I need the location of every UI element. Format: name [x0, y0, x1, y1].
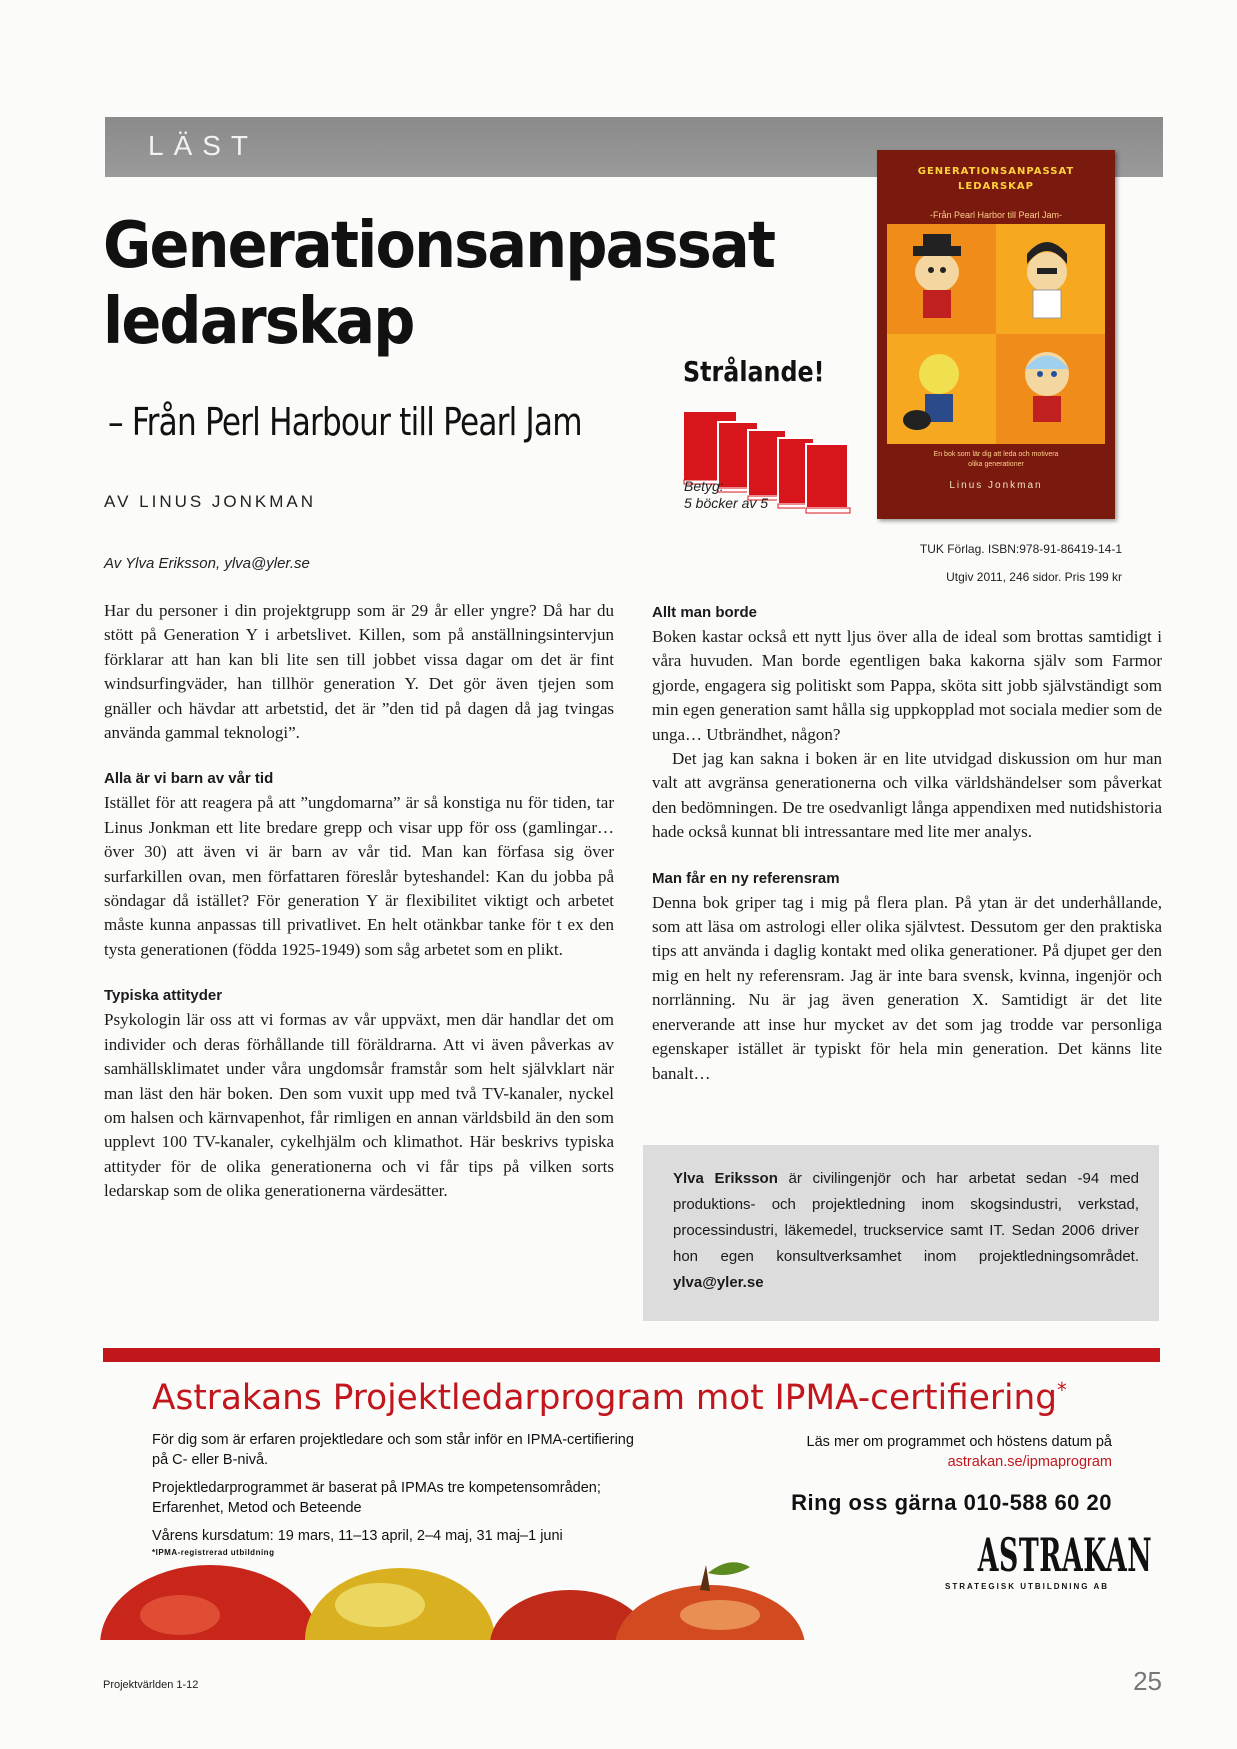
cover-tagline	[877, 450, 1115, 470]
ad-headline	[152, 1378, 1067, 1418]
paragraph-sakna: Det jag kan sakna i boken är en lite utvidgad diskussion om hur man valt att avgränsa generationerna och vilka världshändelser som påverkat den bedömningen. De tre osedvanligt långa appendixen med nutidshistoria hade också kunnat bli intressantare med lite mer analys.	[652, 749, 1162, 842]
article-title	[103, 208, 774, 360]
paragraph-ny-referensram: Denna bok griper tag i mig på flera plan. På ytan är det underhållande, som att läsa om astrologi eller olika självtest. Dessutom ger den praktiska tips att använda i daglig kontakt med olika generationer. På djupet ger den mig en helt ny referensram. Jag är inte bara svensk, kvinna, ingenjör och norrlänning. Nu är jag även generation X. Samtidigt är det lite enerverande att inse hur mycket av det som jag trodde var personliga egenskaper istället är typiskt för hela min generation. Det känns lite banalt…	[652, 892, 1162, 1083]
book-cover	[877, 150, 1115, 519]
rating-verdict: Strålande!	[683, 355, 825, 388]
ad-headline-star: *	[1057, 1378, 1067, 1402]
title-line-2: ledarskap	[103, 285, 414, 359]
cover-title-line-1: GENERATIONSANPASSAT	[917, 166, 1075, 177]
book-details-line: Utgiv 2011, 246 sidor. Pris 199 kr	[946, 570, 1122, 584]
cover-subtitle: -Från Pearl Harbor till Pearl Jam-	[929, 210, 1063, 220]
character-elvis-icon	[1027, 242, 1067, 318]
bio-text: är civilingenjör och har arbetat sedan -94 med produktions- och projektledning inom skogsindustri, verkstad, processindustri, läkemedel, truckservice samt IT. Sedan 2006 driver hon egen konsultverksamhet inom projektledningsområdet.	[673, 1170, 1140, 1265]
cover-author: Linus Jonkman	[949, 480, 1043, 491]
heading-alla-ar-vi-barn: Alla är vi barn av vår tid	[104, 770, 274, 788]
cover-tagline-line-2: olika generationer	[968, 461, 1024, 468]
book-icon-5	[806, 444, 850, 513]
ad-paragraph-1: För dig som är erfaren projektledare och som står inför en IPMA-certifiering på C- eller B-nivå.	[152, 1432, 634, 1468]
astrakan-logo	[942, 1528, 1153, 1591]
apples-illustration	[100, 1545, 1080, 1640]
cover-title-line-2: LEDARSKAP	[958, 181, 1034, 192]
bio-name: Ylva Eriksson	[673, 1170, 778, 1187]
footer-publication: Projektvärlden 1-12	[103, 1679, 199, 1691]
ad-left-text	[152, 1430, 652, 1558]
right-column	[652, 601, 1162, 1086]
heading-typiska-attityder: Typiska attityder	[104, 987, 223, 1005]
article-subtitle: – Från Perl Harbour till Pearl Jam	[108, 400, 582, 444]
ad-paragraph-2: Projektledarprogrammet är baserat på IPMAs tre kompetensområden; Erfarenhet, Metod och Beteende	[152, 1480, 601, 1516]
book-publisher-line: TUK Förlag. ISBN:978-91-86419-14-1	[919, 542, 1122, 556]
title-line-1: Generationsanpassat	[103, 209, 775, 283]
left-column	[104, 599, 614, 1204]
ad-top-rule	[103, 1348, 1160, 1362]
cover-tagline-line-1: En bok som lär dig att leda och motivera	[933, 451, 1059, 458]
rating-label	[684, 478, 768, 512]
ad-phone: Ring oss gärna 010-588 60 20	[791, 1490, 1112, 1515]
logo-name: ASTRAKAN	[977, 1528, 1153, 1582]
logo-tagline: STRATEGISK UTBILDNING AB	[945, 1582, 1109, 1591]
cover-title	[877, 164, 1115, 194]
bio-email: ylva@yler.se	[673, 1274, 764, 1291]
section-label: LÄST	[148, 130, 259, 161]
paragraph-allt-man-borde: Boken kastar också ett nytt ljus över alla de ideal som brottas samtidigt i våra huvuden. Man borde egentligen baka kakorna själv som Farmor gjorde, engagera sig politiskt som Pappa, sköta sitt jobb självständigt som min egen generation samt hålla sig uppkopplad mot sociala medier som de unga… Utbrändhet, någon?	[652, 627, 1162, 744]
heading-allt-man-borde: Allt man borde	[652, 604, 758, 621]
rating-label-line-2: 5 böcker av 5	[684, 495, 769, 511]
ad-right-text	[712, 1432, 1112, 1472]
ad-footnote: *IPMA-registrerad utbildning	[152, 1548, 275, 1557]
ad-read-more: Läs mer om programmet och höstens datum på	[806, 1434, 1112, 1450]
heading-ny-referensram: Man får en ny referensram	[652, 869, 840, 887]
intro-paragraph: Har du personer i din projektgrupp som är 29 år eller yngre? Då har du stött på Generation Y i arbetslivet. Killen, som på anställningsintervjun förklarar att han kan bli lite sen till jobbet vissa dagar om det är fint windsurfingväder, han tillhör generation Y. Det gör även tjejen som gnäller och hävdar att arbetstid, det är ”den tid på dagen då jag tvingas använda gammal teknologi”.	[104, 601, 614, 743]
rating-label-line-1: Betyg:	[684, 478, 724, 494]
book-info	[920, 535, 1122, 591]
ad-paragraph-dates: Vårens kursdatum: 19 mars, 11–13 april, 2–4 maj, 31 maj–1 juni	[152, 1528, 563, 1544]
review-byline: Av Ylva Eriksson, ylva@yler.se	[104, 555, 310, 572]
author-bio	[673, 1166, 1139, 1296]
ad-link[interactable]: astrakan.se/ipmaprogram	[947, 1454, 1112, 1470]
ad-headline-text: Astrakans Projektledarprogram mot IPMA-certifiering	[152, 1378, 1058, 1418]
paragraph-barn-av-var-tid: Istället för att reagera på att ”ungdomarna” är så konstiga nu för tiden, tar Linus Jonkman ett lite bredare grepp och visar upp för oss (gamlingar…över 30) att även vi är barn av vår tid. Man kan förfasa sig över surfarkillen ovan, men författaren föreslår byteshandel: Kan du jobba på söndagar då istället? För generation Y är flexibilitet viktigt och arbetet måste kunna anpassas till privatlivet. En helt otänkbar tanke för t ex den tysta generationen (födda 1925-1949) som såg arbetet som en plikt.	[104, 793, 614, 959]
book-author: AV LINUS JONKMAN	[104, 492, 317, 511]
paragraph-typiska-attityder: Psykologin lär oss att vi formas av vår uppväxt, men där handlar det om individer och deras förhållande till föräldrarna. Att vi även påverkas av samhällsklimatet under våra ungdomsår framstår som helt självklart när man läst den här boken. Den som vuxit upp med två TV-kanaler, nyckel om halsen och kärnvapenhot, får rimligen en annan världsbild än den som upplevt 100 TV-kanaler, cykelhjälm och klimathot. Här beskrivs typiska attityder för de olika generationerna och vi får tips på vilken sorts ledarskap som de olika generationerna värdesätter.	[104, 1010, 614, 1201]
cover-illustration	[887, 224, 1105, 444]
page-number: 25	[1133, 1666, 1162, 1696]
